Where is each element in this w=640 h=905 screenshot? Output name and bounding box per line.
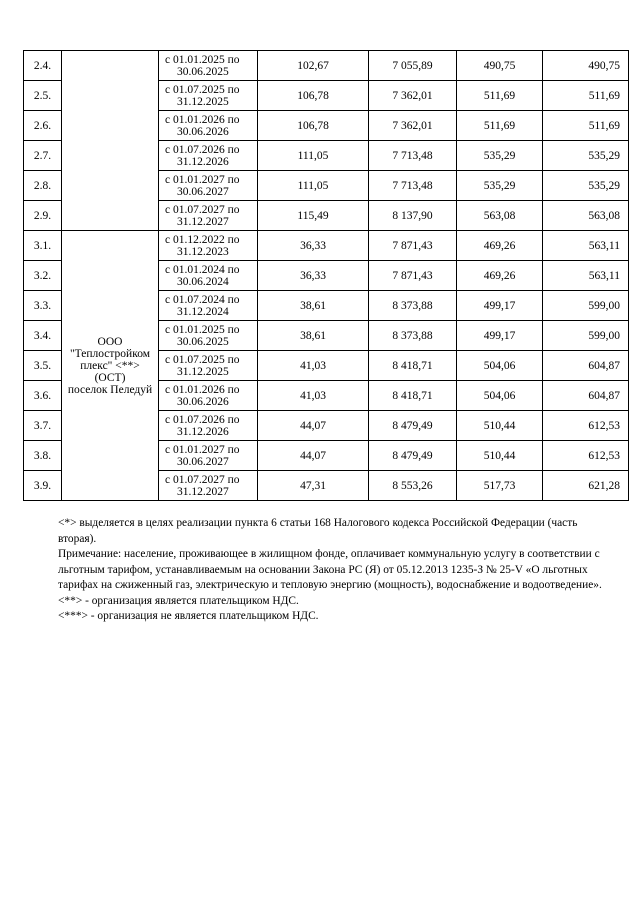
- value-cell-1: 115,49: [258, 201, 369, 231]
- footnote-vat-payer: <**> - организация является плательщиком НДС.: [58, 594, 299, 607]
- value-cell-4: 535,29: [543, 171, 629, 201]
- period-to: 31.12.2024: [177, 305, 229, 318]
- value-cell-4: 599,00: [543, 291, 629, 321]
- organization-line: поселок Пеледуй: [67, 383, 153, 396]
- row-number-cell: 3.5.: [24, 351, 62, 381]
- value-cell-2: 7 713,48: [369, 171, 457, 201]
- period-from: с 01.07.2025 по: [165, 83, 240, 96]
- value-cell-4: 490,75: [543, 51, 629, 81]
- period-cell: [159, 291, 258, 321]
- period-cell: [159, 171, 258, 201]
- value-cell-3: 535,29: [457, 141, 543, 171]
- period-to: 30.06.2026: [177, 395, 229, 408]
- period-to: 30.06.2025: [177, 65, 229, 78]
- value-cell-2: 7 055,89: [369, 51, 457, 81]
- value-cell-3: 469,26: [457, 231, 543, 261]
- period-from: с 01.01.2027 по: [165, 173, 240, 186]
- period-to: 30.06.2026: [177, 125, 229, 138]
- value-cell-2: 8 479,49: [369, 411, 457, 441]
- row-number-cell: 3.7.: [24, 411, 62, 441]
- value-cell-2: 8 479,49: [369, 441, 457, 471]
- value-cell-3: 490,75: [457, 51, 543, 81]
- footnotes: [58, 516, 618, 625]
- period-from: с 01.07.2027 по: [165, 203, 240, 216]
- period-cell: [159, 381, 258, 411]
- value-cell-3: 535,29: [457, 171, 543, 201]
- row-number-cell: 2.7.: [24, 141, 62, 171]
- footnote-vat-nonpayer: <***> - организация не является плательщиком НДС.: [58, 610, 319, 622]
- value-cell-4: 563,11: [543, 231, 629, 261]
- value-cell-3: 517,73: [457, 471, 543, 501]
- period-to: 30.06.2025: [177, 335, 229, 348]
- period-to: 30.06.2024: [177, 275, 229, 288]
- value-cell-4: 563,08: [543, 201, 629, 231]
- organization-line: плекс" <**>: [80, 359, 140, 372]
- period-cell: [159, 441, 258, 471]
- value-cell-1: 44,07: [258, 411, 369, 441]
- row-number-cell: 3.9.: [24, 471, 62, 501]
- value-cell-4: 621,28: [543, 471, 629, 501]
- row-number-cell: 2.9.: [24, 201, 62, 231]
- value-cell-3: 499,17: [457, 291, 543, 321]
- value-cell-4: 511,69: [543, 81, 629, 111]
- period-cell: [159, 261, 258, 291]
- value-cell-1: 106,78: [258, 81, 369, 111]
- period-cell: [159, 201, 258, 231]
- value-cell-4: 511,69: [543, 111, 629, 141]
- period-from: с 01.01.2024 по: [165, 263, 240, 276]
- row-number-cell: 2.8.: [24, 171, 62, 201]
- footnote-vat-asterisk: <*> выделяется в целях реализации пункта 6 статьи 168 Налогового кодекса Российской Федерации (часть вторая).: [58, 517, 578, 545]
- period-to: 31.12.2025: [177, 365, 229, 378]
- period-to: 31.12.2026: [177, 425, 229, 438]
- value-cell-1: 47,31: [258, 471, 369, 501]
- value-cell-3: 511,69: [457, 111, 543, 141]
- value-cell-1: 102,67: [258, 51, 369, 81]
- period-cell: [159, 51, 258, 81]
- value-cell-4: 612,53: [543, 411, 629, 441]
- value-cell-1: 36,33: [258, 261, 369, 291]
- period-from: с 01.07.2027 по: [165, 473, 240, 486]
- value-cell-4: 535,29: [543, 141, 629, 171]
- row-number-cell: 3.6.: [24, 381, 62, 411]
- table-row: [24, 231, 629, 261]
- period-from: с 01.01.2026 по: [165, 113, 240, 126]
- period-cell: [159, 231, 258, 261]
- value-cell-3: 510,44: [457, 441, 543, 471]
- row-number-cell: 3.8.: [24, 441, 62, 471]
- value-cell-3: 504,06: [457, 351, 543, 381]
- organization-line: ООО: [97, 335, 123, 348]
- row-number-cell: 3.1.: [24, 231, 62, 261]
- period-cell: [159, 111, 258, 141]
- row-number-cell: 3.4.: [24, 321, 62, 351]
- period-from: с 01.07.2024 по: [165, 293, 240, 306]
- value-cell-3: 469,26: [457, 261, 543, 291]
- organization-cell: [62, 231, 159, 501]
- table-body: [24, 51, 629, 501]
- row-number-cell: 3.3.: [24, 291, 62, 321]
- value-cell-1: 38,61: [258, 321, 369, 351]
- row-number-cell: 3.2.: [24, 261, 62, 291]
- period-from: с 01.01.2027 по: [165, 443, 240, 456]
- value-cell-2: 8 137,90: [369, 201, 457, 231]
- value-cell-4: 604,87: [543, 351, 629, 381]
- period-cell: [159, 81, 258, 111]
- row-number-cell: 2.6.: [24, 111, 62, 141]
- value-cell-2: 7 713,48: [369, 141, 457, 171]
- period-from: с 01.01.2026 по: [165, 383, 240, 396]
- period-to: 31.12.2025: [177, 95, 229, 108]
- value-cell-1: 38,61: [258, 291, 369, 321]
- period-to: 30.06.2027: [177, 185, 229, 198]
- value-cell-2: 7 362,01: [369, 111, 457, 141]
- period-from: с 01.07.2026 по: [165, 413, 240, 426]
- period-to: 30.06.2027: [177, 455, 229, 468]
- value-cell-4: 599,00: [543, 321, 629, 351]
- value-cell-4: 612,53: [543, 441, 629, 471]
- value-cell-2: 8 418,71: [369, 381, 457, 411]
- organization-cell: [62, 51, 159, 231]
- period-cell: [159, 411, 258, 441]
- table-row: [24, 51, 629, 81]
- organization-line: (ОСТ): [94, 371, 126, 384]
- period-to: 31.12.2027: [177, 215, 229, 228]
- period-from: с 01.07.2025 по: [165, 353, 240, 366]
- value-cell-3: 563,08: [457, 201, 543, 231]
- period-to: 31.12.2026: [177, 155, 229, 168]
- value-cell-1: 36,33: [258, 231, 369, 261]
- value-cell-2: 8 373,88: [369, 291, 457, 321]
- value-cell-2: 7 362,01: [369, 81, 457, 111]
- period-from: с 01.01.2025 по: [165, 53, 240, 66]
- row-number-cell: 2.4.: [24, 51, 62, 81]
- value-cell-1: 41,03: [258, 351, 369, 381]
- value-cell-1: 44,07: [258, 441, 369, 471]
- period-cell: [159, 471, 258, 501]
- period-from: с 01.07.2026 по: [165, 143, 240, 156]
- value-cell-2: 8 553,26: [369, 471, 457, 501]
- tariff-table: [23, 50, 629, 501]
- value-cell-4: 604,87: [543, 381, 629, 411]
- value-cell-1: 111,05: [258, 141, 369, 171]
- period-to: 31.12.2023: [177, 245, 229, 258]
- value-cell-1: 41,03: [258, 381, 369, 411]
- period-cell: [159, 141, 258, 171]
- period-cell: [159, 351, 258, 381]
- value-cell-1: 111,05: [258, 171, 369, 201]
- value-cell-1: 106,78: [258, 111, 369, 141]
- value-cell-3: 504,06: [457, 381, 543, 411]
- period-from: с 01.12.2022 по: [165, 233, 240, 246]
- value-cell-2: 7 871,43: [369, 231, 457, 261]
- organization-line: "Теплостройком: [69, 347, 151, 360]
- period-from: с 01.01.2025 по: [165, 323, 240, 336]
- row-number-cell: 2.5.: [24, 81, 62, 111]
- value-cell-2: 8 418,71: [369, 351, 457, 381]
- period-to: 31.12.2027: [177, 485, 229, 498]
- value-cell-4: 563,11: [543, 261, 629, 291]
- value-cell-3: 510,44: [457, 411, 543, 441]
- value-cell-3: 511,69: [457, 81, 543, 111]
- footnote-note: Примечание: население, проживающее в жилищном фонде, оплачивает коммунальную услугу в соответствии с льготным тарифом, устанавливаемым на основании Закона РС (Я) от 05.12.2013 1235-З № 25-V «О льготных тарифах на сжиженный газ, электрическую и тепловую энергию (мощность), водоснабжение и водоотведение».: [58, 548, 602, 591]
- period-cell: [159, 321, 258, 351]
- value-cell-2: 8 373,88: [369, 321, 457, 351]
- value-cell-2: 7 871,43: [369, 261, 457, 291]
- value-cell-3: 499,17: [457, 321, 543, 351]
